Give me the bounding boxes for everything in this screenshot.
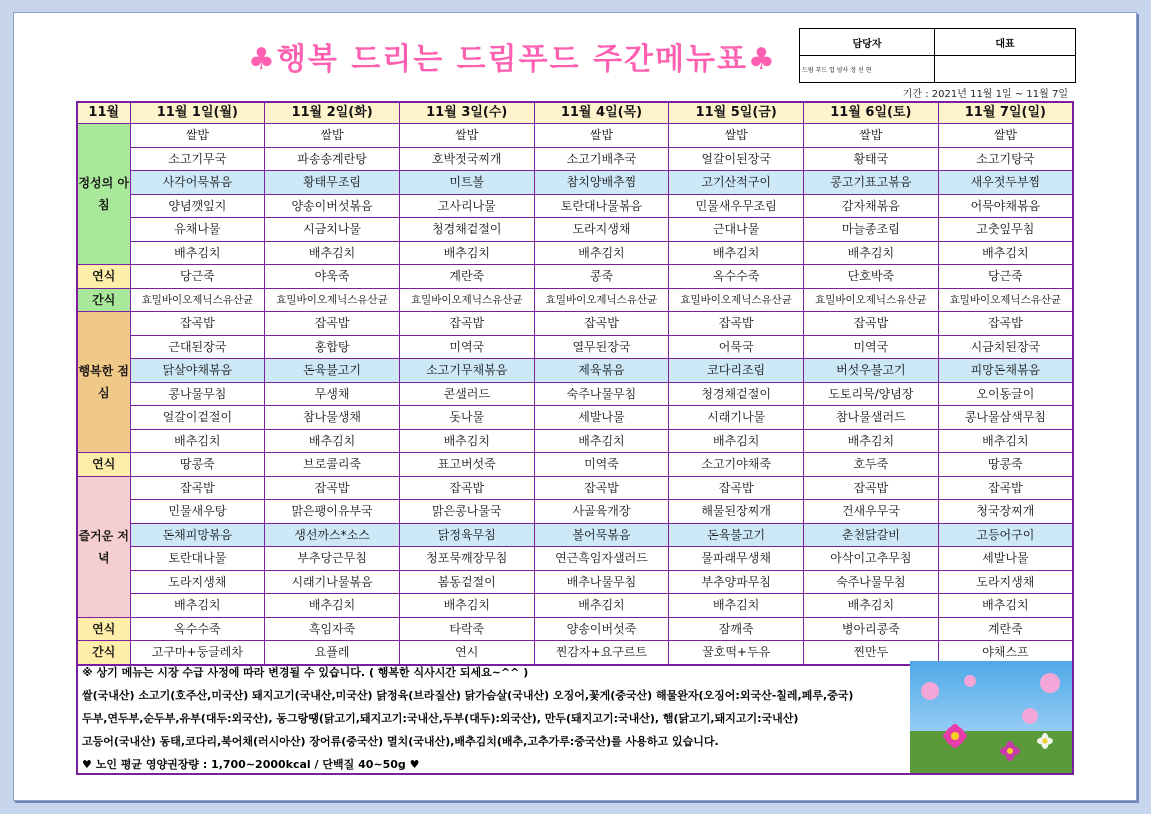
menu-row: [77, 429, 1073, 453]
menu-cell: 무생채: [265, 382, 400, 406]
note-line: ※ 상기 메뉴는 시장 수급 사정에 따라 변경될 수 있습니다. ( 행복한 식사시간 되세요~^^ ): [82, 666, 529, 679]
menu-row: [77, 523, 1073, 547]
menu-cell: 세발나물: [938, 547, 1073, 571]
menu-cell: 버섯우불고기: [804, 359, 939, 383]
menu-cell: 옥수수죽: [130, 617, 265, 641]
menu-cell: 돗나물: [399, 406, 534, 430]
menu-row: [77, 547, 1073, 571]
menu-cell: 소고기야채죽: [669, 453, 804, 477]
menu-cell: 연시: [399, 641, 534, 665]
menu-cell: 잡곡밥: [534, 312, 669, 336]
menu-row: [77, 382, 1073, 406]
menu-cell: 시래기나물: [669, 406, 804, 430]
menu-cell: 어묵국: [669, 335, 804, 359]
menu-row: [77, 124, 1073, 148]
menu-cell: 마늘종조림: [804, 218, 939, 242]
menu-cell: 청포묵깨장무침: [399, 547, 534, 571]
menu-row: [77, 359, 1073, 383]
menu-cell: 배추김치: [265, 241, 400, 265]
menu-cell: 고기산적구이: [669, 171, 804, 195]
menu-cell: 계란죽: [399, 265, 534, 289]
menu-cell: 열무된장국: [534, 335, 669, 359]
menu-cell: 닭정육무침: [399, 523, 534, 547]
menu-cell: 얼갈이된장국: [669, 147, 804, 171]
menu-cell: 도라지생채: [130, 570, 265, 594]
menu-cell: 해물된장찌개: [669, 500, 804, 524]
menu-cell: 양송이버섯죽: [534, 617, 669, 641]
menu-row: [77, 171, 1073, 195]
menu-cell: 소고기배추국: [534, 147, 669, 171]
menu-cell: 호박젓국찌개: [399, 147, 534, 171]
menu-row: [77, 476, 1073, 500]
menu-cell: 배추김치: [804, 594, 939, 618]
cosmos-flower-image: [910, 661, 1074, 775]
menu-cell: 미역국: [399, 335, 534, 359]
snack-row: [77, 265, 1073, 289]
menu-row: [77, 147, 1073, 171]
menu-cell: 야채스프: [938, 641, 1073, 665]
menu-cell: 배추김치: [804, 241, 939, 265]
menu-cell: 생선까스*소스: [265, 523, 400, 547]
menu-cell: 찐만두: [804, 641, 939, 665]
menu-cell: 어묵야채볶음: [938, 194, 1073, 218]
meal-label: 즐거운 저녁: [77, 476, 130, 617]
menu-cell: 잡곡밥: [669, 312, 804, 336]
menu-cell: 배추김치: [669, 594, 804, 618]
menu-cell: 잡곡밥: [399, 476, 534, 500]
note-line: 고등어(국내산) 동태,코다리,북어채(러시아산) 장어류(중국산) 멸치(국내산),배추김치(배추,고추가루:중국산)를 사용하고 있습니다.: [82, 735, 719, 748]
menu-cell: 배추김치: [130, 429, 265, 453]
header-corner: 11월: [77, 102, 130, 124]
menu-cell: 야욱죽: [265, 265, 400, 289]
period-text: 기간 : 2021년 11월 1일 ~ 11월 7일: [902, 89, 1068, 100]
menu-cell: 콩나물삼색무침: [938, 406, 1073, 430]
menu-cell: 양념깻잎지: [130, 194, 265, 218]
menu-cell: 미역국: [804, 335, 939, 359]
snack-row: [77, 288, 1073, 312]
menu-cell: 민물새우탕: [130, 500, 265, 524]
menu-cell: 도라지생채: [534, 218, 669, 242]
menu-cell: 연근흑임자샐러드: [534, 547, 669, 571]
approval-header-manager: 담당자: [800, 29, 935, 56]
menu-cell: 도라지생채: [938, 570, 1073, 594]
menu-cell: 건새우무국: [804, 500, 939, 524]
menu-cell: 도토리묵/양념장: [804, 382, 939, 406]
menu-cell: 콩고기표고볶음: [804, 171, 939, 195]
menu-cell: 배추김치: [534, 594, 669, 618]
menu-cell: 코다리조림: [669, 359, 804, 383]
menu-cell: 잡곡밥: [130, 476, 265, 500]
menu-cell: 배추김치: [938, 429, 1073, 453]
menu-cell: 효밀바이오제닉스유산균: [804, 288, 939, 312]
menu-cell: 맑은팽이유부국: [265, 500, 400, 524]
menu-cell: 배추김치: [938, 594, 1073, 618]
menu-cell: 배추김치: [130, 594, 265, 618]
menu-cell: 제육볶음: [534, 359, 669, 383]
menu-row: [77, 218, 1073, 242]
menu-cell: 잡곡밥: [265, 312, 400, 336]
menu-row: [77, 194, 1073, 218]
menu-cell: 숙주나물무침: [534, 382, 669, 406]
menu-row: [77, 335, 1073, 359]
menu-cell: 시금치된장국: [938, 335, 1073, 359]
weekly-menu-table: [76, 101, 1074, 666]
menu-cell: 토란대나물: [130, 547, 265, 571]
menu-cell: 감자채볶음: [804, 194, 939, 218]
snack-row: [77, 617, 1073, 641]
menu-cell: 쌀밥: [265, 124, 400, 148]
menu-cell: 계란죽: [938, 617, 1073, 641]
approval-header-ceo: 대표: [935, 29, 1076, 56]
menu-cell: 단호박죽: [804, 265, 939, 289]
menu-cell: 당근죽: [938, 265, 1073, 289]
menu-cell: 배추김치: [130, 241, 265, 265]
menu-cell: 소고기무국: [130, 147, 265, 171]
meal-label: 연식: [77, 453, 130, 477]
menu-cell: 배추나물무침: [534, 570, 669, 594]
menu-cell: 당근죽: [130, 265, 265, 289]
header-row: [77, 102, 1073, 124]
menu-row: [77, 570, 1073, 594]
menu-cell: 청경채겉절이: [669, 382, 804, 406]
menu-cell: 잡곡밥: [265, 476, 400, 500]
menu-cell: 청국장찌개: [938, 500, 1073, 524]
menu-cell: 민물새우무조림: [669, 194, 804, 218]
menu-cell: 양송이버섯볶음: [265, 194, 400, 218]
notes-box: [76, 661, 910, 775]
menu-cell: 배추김치: [399, 241, 534, 265]
menu-cell: 얼갈이겉절이: [130, 406, 265, 430]
header-day: 11월 4일(목): [534, 102, 669, 124]
menu-cell: 근대된장국: [130, 335, 265, 359]
menu-cell: 땅콩죽: [938, 453, 1073, 477]
menu-cell: 요플레: [265, 641, 400, 665]
menu-cell: 효밀바이오제닉스유산균: [534, 288, 669, 312]
menu-cell: 쌀밥: [938, 124, 1073, 148]
menu-cell: 표고버섯죽: [399, 453, 534, 477]
meal-label: 간식: [77, 288, 130, 312]
menu-cell: 맑은콩나물국: [399, 500, 534, 524]
menu-cell: 잠깨죽: [669, 617, 804, 641]
menu-cell: 효밀바이오제닉스유산균: [938, 288, 1073, 312]
menu-cell: 쌀밥: [130, 124, 265, 148]
menu-cell: 쌀밥: [669, 124, 804, 148]
menu-cell: 근대나물: [669, 218, 804, 242]
menu-cell: 황태국: [804, 147, 939, 171]
menu-cell: 부추양파무침: [669, 570, 804, 594]
menu-cell: 닭살야채볶음: [130, 359, 265, 383]
menu-cell: 부추당근무침: [265, 547, 400, 571]
menu-cell: 볼어묵볶음: [534, 523, 669, 547]
menu-cell: 배추김치: [265, 594, 400, 618]
menu-cell: 황태무조림: [265, 171, 400, 195]
menu-cell: 미역죽: [534, 453, 669, 477]
meal-label: 정성의 아침: [77, 124, 130, 265]
menu-cell: 잡곡밥: [669, 476, 804, 500]
menu-cell: 사골육개장: [534, 500, 669, 524]
header-day: 11월 2일(화): [265, 102, 400, 124]
menu-cell: 토란대나물볶음: [534, 194, 669, 218]
approval-manager-sign: 드림 푸드 업 양사 정 선 현: [800, 56, 935, 83]
menu-cell: 숙주나물무침: [804, 570, 939, 594]
snack-row: [77, 453, 1073, 477]
menu-cell: 돈채피망볶음: [130, 523, 265, 547]
menu-cell: 파송송계란탕: [265, 147, 400, 171]
menu-cell: 콘샐러드: [399, 382, 534, 406]
menu-cell: 봄동겉절이: [399, 570, 534, 594]
meal-label: 연식: [77, 617, 130, 641]
menu-cell: 옥수수죽: [669, 265, 804, 289]
menu-cell: 새우젓두부찜: [938, 171, 1073, 195]
menu-cell: 잡곡밥: [938, 312, 1073, 336]
menu-cell: 배추김치: [669, 429, 804, 453]
menu-cell: 찐감자+요구르트: [534, 641, 669, 665]
menu-cell: 브로콜리죽: [265, 453, 400, 477]
menu-cell: 배추김치: [534, 429, 669, 453]
menu-cell: 콩죽: [534, 265, 669, 289]
menu-cell: 돈육불고기: [669, 523, 804, 547]
menu-cell: 참나물생채: [265, 406, 400, 430]
menu-cell: 땅콩죽: [130, 453, 265, 477]
menu-cell: 미트볼: [399, 171, 534, 195]
menu-cell: 쌀밥: [804, 124, 939, 148]
header-day: 11월 1일(월): [130, 102, 265, 124]
menu-cell: 오이동글이: [938, 382, 1073, 406]
approval-ceo-sign: [935, 56, 1076, 83]
menu-cell: 배추김치: [938, 241, 1073, 265]
menu-cell: 세발나물: [534, 406, 669, 430]
menu-row: [77, 312, 1073, 336]
menu-cell: 꿀호떡+두유: [669, 641, 804, 665]
header-day: 11월 7일(일): [938, 102, 1073, 124]
meal-label: 행복한 점심: [77, 312, 130, 453]
menu-cell: 콩나물무침: [130, 382, 265, 406]
menu-cell: 사각어묵볶음: [130, 171, 265, 195]
menu-cell: 유채나물: [130, 218, 265, 242]
page-title: ♣행복 드리는 드림푸드 주간메뉴표♣: [248, 42, 777, 77]
approval-box: [799, 28, 1076, 83]
menu-cell: 잡곡밥: [534, 476, 669, 500]
menu-cell: 고춧잎무침: [938, 218, 1073, 242]
menu-cell: 참치양배추찜: [534, 171, 669, 195]
menu-cell: 효밀바이오제닉스유산균: [669, 288, 804, 312]
menu-cell: 쌀밥: [399, 124, 534, 148]
menu-cell: 흑임자죽: [265, 617, 400, 641]
menu-cell: 시금치나물: [265, 218, 400, 242]
menu-cell: 잡곡밥: [130, 312, 265, 336]
menu-cell: 효밀바이오제닉스유산균: [265, 288, 400, 312]
header-day: 11월 6일(토): [804, 102, 939, 124]
note-line: 쌀(국내산) 소고기(호주산,미국산) 돼지고기(국내산,미국산) 닭정육(브라질산) 닭가슴살(국내산) 오징어,꽃게(중국산) 해물완자(오징어:외국산-칠레,페루,중국): [82, 689, 854, 702]
menu-cell: 고등어구이: [938, 523, 1073, 547]
menu-cell: 소고기무채볶음: [399, 359, 534, 383]
menu-cell: 효밀바이오제닉스유산균: [130, 288, 265, 312]
menu-cell: 홍합탕: [265, 335, 400, 359]
meal-label: 간식: [77, 641, 130, 665]
menu-cell: 물파래무생채: [669, 547, 804, 571]
menu-cell: 잡곡밥: [938, 476, 1073, 500]
menu-cell: 청경채겉절이: [399, 218, 534, 242]
menu-row: [77, 594, 1073, 618]
menu-cell: 소고기탕국: [938, 147, 1073, 171]
note-line: ♥ 노인 평균 영양권장량 : 1,700~2000kcal / 단백질 40~50g ♥: [82, 758, 420, 771]
menu-cell: 잡곡밥: [804, 476, 939, 500]
menu-row: [77, 406, 1073, 430]
menu-row: [77, 500, 1073, 524]
menu-cell: 쌀밥: [534, 124, 669, 148]
menu-row: [77, 241, 1073, 265]
menu-cell: 돈육불고기: [265, 359, 400, 383]
menu-cell: 고사리나물: [399, 194, 534, 218]
menu-cell: 피망돈채볶음: [938, 359, 1073, 383]
menu-cell: 잡곡밥: [399, 312, 534, 336]
note-line: 두부,연두부,순두부,유부(대두:외국산), 동그랑땡(닭고기,돼지고기:국내산,두부(대두):외국산), 만두(돼지고기:국내산), 햄(닭고기,돼지고기:국내산): [82, 712, 799, 725]
menu-cell: 시래기나물볶음: [265, 570, 400, 594]
menu-cell: 배추김치: [399, 429, 534, 453]
header-day: 11월 5일(금): [669, 102, 804, 124]
header-day: 11월 3일(수): [399, 102, 534, 124]
meal-label: 연식: [77, 265, 130, 289]
menu-cell: 배추김치: [265, 429, 400, 453]
menu-cell: 고구마+둥글레차: [130, 641, 265, 665]
menu-cell: 참나물샐러드: [804, 406, 939, 430]
menu-cell: 아삭이고추무침: [804, 547, 939, 571]
menu-cell: 배추김치: [399, 594, 534, 618]
menu-cell: 효밀바이오제닉스유산균: [399, 288, 534, 312]
menu-cell: 배추김치: [804, 429, 939, 453]
menu-cell: 배추김치: [669, 241, 804, 265]
menu-cell: 배추김치: [534, 241, 669, 265]
menu-cell: 춘천닭갈비: [804, 523, 939, 547]
menu-cell: 호두죽: [804, 453, 939, 477]
menu-cell: 잡곡밥: [804, 312, 939, 336]
menu-cell: 타락죽: [399, 617, 534, 641]
menu-cell: 병아리콩죽: [804, 617, 939, 641]
